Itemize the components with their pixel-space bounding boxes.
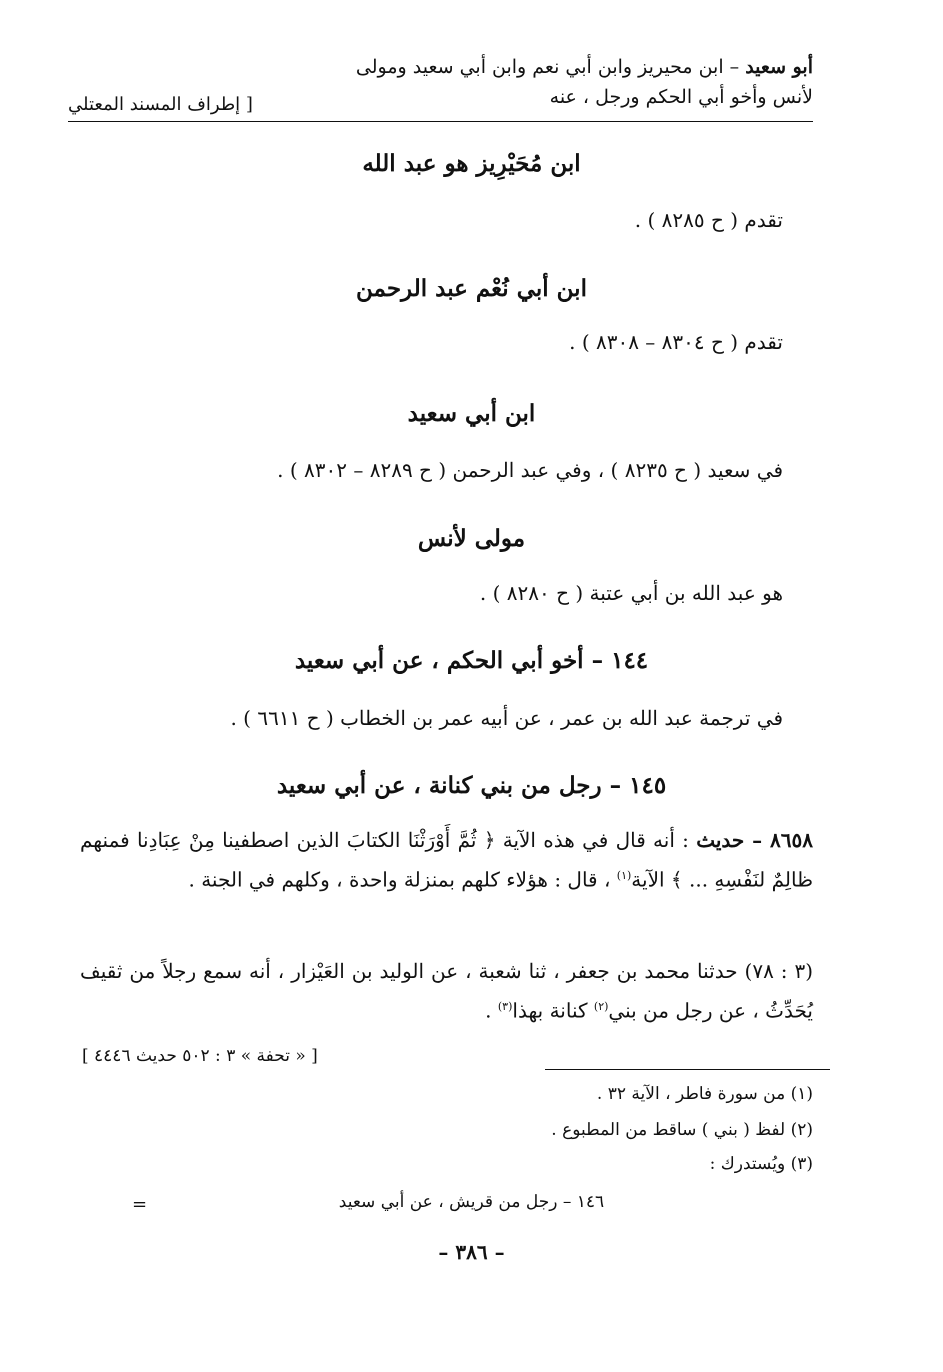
page-number: – ٣٨٦ – — [438, 1240, 505, 1264]
next-entry: ١٤٦ – رجل من قريش ، عن أبي سعيد — [338, 1192, 605, 1212]
footnote-ref-3[interactable]: (٣) — [497, 1000, 513, 1013]
section-heading-ibn-abi-num: ابن أبي نُعْم عبد الرحمن — [356, 275, 587, 302]
footnote-ref-2[interactable]: (٢) — [593, 1000, 609, 1013]
isnad-text-b: كنانة بهذا — [512, 998, 588, 1023]
tuhfa-reference: [ « تحفة » ٣ : ٥٠٢ حديث ٤٤٤٦ ] — [82, 1046, 318, 1066]
section-body-ibn-abi-num: تقدم ( ح ٨٣٠٤ – ٨٣٠٨ ) . — [569, 330, 783, 354]
hadith-paragraph — [80, 822, 813, 898]
isnad-text-c: . — [485, 998, 492, 1023]
footnote-rule — [545, 1069, 830, 1070]
isnad-text-a: (٣ : ٧٨) حدثنا محمد بن جعفر ، ثنا شعبة ، عن الوليد بن العَيْزار ، أنه سمع رجلاً من ثقيف يُحَدِّثُ ، عن رجل من بني — [80, 959, 813, 1023]
section-body-ibn-muhayriz: تقدم ( ح ٨٢٨٥ ) . — [634, 208, 783, 232]
hadith-text-b: ، قال : هؤلاء كلهم بمنزلة واحدة ، وكلهم في الجنة . — [188, 867, 611, 892]
footnote-3: (٣) ويُستدرك : — [709, 1154, 813, 1174]
footnote-1: (١) من سورة فاطر ، الآية ٣٢ . — [596, 1084, 813, 1104]
continuation-mark: = — [132, 1194, 148, 1215]
section-heading-144: ١٤٤ – أخو أبي الحكم ، عن أبي سعيد — [294, 647, 649, 674]
section-body-144: في ترجمة عبد الله بن عمر ، عن أبيه عمر بن الخطاب ( ح ٦٦١١ ) . — [230, 706, 783, 730]
hadith-text-a: : أنه قال في هذه الآية ﴿ ثُمَّ أَوْرَثْنَا الكتابَ الذين اصطفينا مِنْ عِبَادِنا فمنهم ظالِمٌ لنَفْسِهِ ... ﴾ الآية — [80, 828, 813, 892]
section-heading-ibn-muhayriz: ابن مُحَيْرِيز هو عبد الله — [362, 150, 581, 177]
footnote-ref-1[interactable]: (١) — [616, 869, 632, 882]
section-heading-ibn-abi-said: ابن أبي سعيد — [407, 400, 536, 427]
section-body-ibn-abi-said: في سعيد ( ح ٨٢٣٥ ) ، وفي عبد الرحمن ( ح ٨٢٨٩ – ٨٣٠٢ ) . — [277, 458, 783, 482]
header-rule — [68, 121, 813, 122]
book-title: [ إطراف المسند المعتلي — [68, 94, 253, 115]
hadith-number: ٨٦٥٨ – حديث — [696, 828, 814, 852]
running-head-line2: لأنس وأخو أبي الحكم ورجل ، عنه — [549, 86, 813, 108]
running-head-lead: أبو سعيد — [745, 56, 813, 78]
isnad-paragraph — [80, 953, 813, 1029]
section-body-mawla-anas: هو عبد الله بن أبي عتبة ( ح ٨٢٨٠ ) . — [479, 581, 783, 605]
running-head-line1: – ابن محيريز وابن أبي نعم وابن أبي سعيد ومولى — [355, 56, 740, 78]
section-heading-mawla-anas: مولى لأنس — [417, 525, 526, 552]
footnote-2: (٢) لفظ ( بني ) ساقط من المطبوع . — [551, 1120, 813, 1140]
section-heading-145: ١٤٥ – رجل من بني كنانة ، عن أبي سعيد — [276, 772, 667, 799]
